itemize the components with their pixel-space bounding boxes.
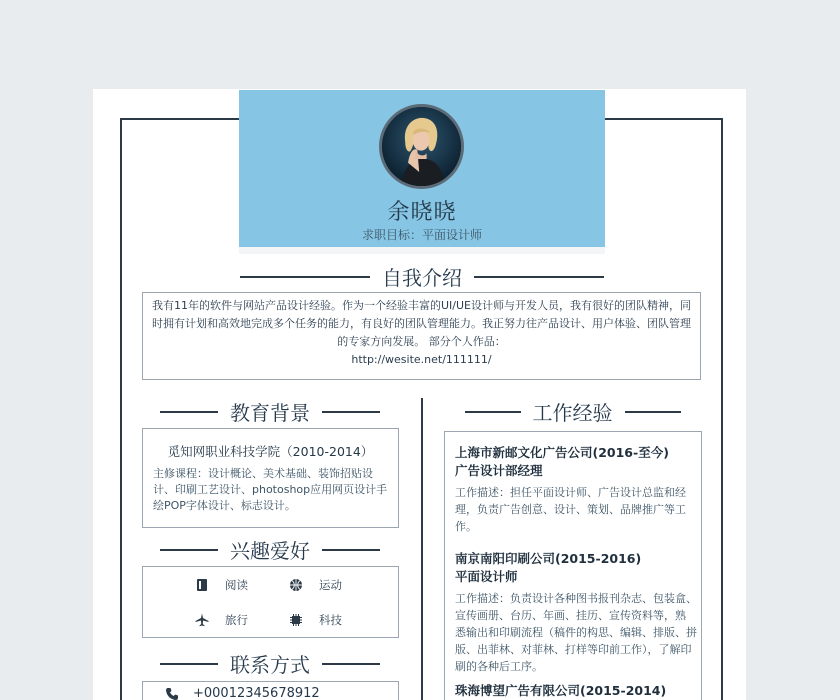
intro-body: 我有11年的软件与网站产品设计经验。作为一个经验丰富的UI/UE设计师与开发人员，我有很好的团队精神，同时拥有计划和高效地完成多个任务的能力，有良好的团队管理能力。我正努力往产品设计、用户体验、团队管理的专家方向发展。 部分个人作品： <box>152 299 691 348</box>
hobbies-heading <box>142 535 398 564</box>
job-company: 珠海博望广告有限公司(2015-2014) <box>455 683 667 698</box>
work-heading <box>444 397 701 426</box>
heading-rule <box>465 411 521 413</box>
job-entry <box>455 550 700 675</box>
work-title: 工作经验 <box>532 401 613 425</box>
phone-icon <box>165 687 179 700</box>
job-description: 工作描述：负责设计各种图书报刊杂志、包装盒、宣传画册、台历、年画、挂历、宣传资料等，熟 悉输出和印刷流程（稿件的构思、编辑、排版、拼版、出菲林、对菲林、打样等印前工作），了解印刷的各种后工序。 <box>455 592 697 673</box>
phone-row <box>165 686 320 700</box>
phone-number: +00012345678912 <box>193 686 320 700</box>
heading-rule <box>160 663 218 665</box>
job-position: 平面设计师 <box>455 569 518 584</box>
job-company: 上海市新邮文化广告公司(2016-至今) <box>455 445 669 460</box>
hobby-sports <box>289 577 342 593</box>
hobby-label: 运动 <box>319 578 342 592</box>
heading-rule <box>474 276 604 278</box>
job-company: 南京南阳印刷公司(2015-2016) <box>455 551 642 566</box>
book-icon <box>195 578 209 592</box>
school-name: 觅知网职业科技学院（2010-2014） <box>167 444 374 459</box>
column-divider <box>421 398 423 700</box>
education-box <box>142 428 399 528</box>
contact-heading <box>142 649 398 678</box>
education-title: 教育背景 <box>230 401 310 425</box>
hobby-tech <box>289 612 342 628</box>
job-entry <box>455 682 700 700</box>
courses-text: 主修课程：设计概论、美术基础、装饰招贴设计、印刷工艺设计、photoshop应用网页设计手绘POP字体设计、标志设计。 <box>153 467 388 512</box>
basketball-icon <box>289 578 303 592</box>
intro-title: 自我介绍 <box>382 266 462 290</box>
contact-title: 联系方式 <box>230 653 310 677</box>
heading-rule <box>322 411 380 413</box>
avatar <box>379 104 464 189</box>
intro-heading <box>239 262 605 291</box>
contact-box <box>142 681 399 700</box>
candidate-name: 余晓晓 <box>387 200 457 225</box>
hobby-travel <box>195 612 248 628</box>
education-heading <box>142 397 398 426</box>
hobbies-title: 兴趣爱好 <box>230 539 310 563</box>
header-band-shadow <box>239 247 605 254</box>
hobby-label: 旅行 <box>225 613 248 627</box>
job-description: 工作描述：担任平面设计师、广告设计总监和经理，负责广告创意、设计、策划、品牌推广等工作。 <box>455 486 686 533</box>
intro-box <box>142 292 701 380</box>
job-entry <box>455 444 700 535</box>
heading-rule <box>625 411 681 413</box>
hobby-reading <box>195 577 248 593</box>
hobbies-box <box>142 566 399 638</box>
portfolio-link[interactable]: http://wesite.net/111111/ <box>351 353 492 366</box>
heading-rule <box>240 276 370 278</box>
job-position: 广告设计部经理 <box>455 463 543 478</box>
airplane-icon <box>195 613 209 627</box>
hobby-label: 科技 <box>319 613 342 627</box>
job-objective: 求职目标：平面设计师 <box>361 228 482 242</box>
heading-rule <box>160 411 218 413</box>
chip-icon <box>289 613 303 627</box>
heading-rule <box>322 663 380 665</box>
heading-rule <box>322 549 380 551</box>
intro-text <box>143 293 700 373</box>
avatar-photo <box>382 107 461 186</box>
hobby-label: 阅读 <box>225 578 248 592</box>
heading-rule <box>160 549 218 551</box>
